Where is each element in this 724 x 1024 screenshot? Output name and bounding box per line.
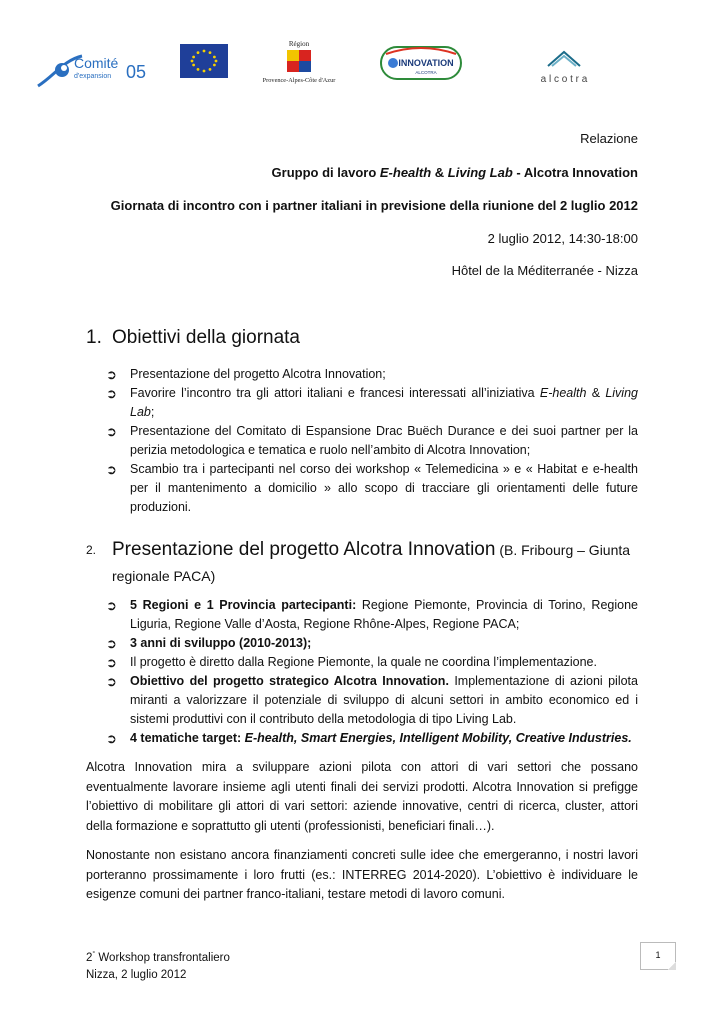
region-paca-logo	[259, 38, 339, 86]
paragraph-2: Nonostante non esistano ancora finanziamenti concreti sulle idee che emergeranno, i nostri lavori porteranno prossimamente i loro frutti (es.: INTERREG 2014-2020). L’obiettivo è individuare le esigenze comuni dei partner franco-italiani, testare metodi di lavoro comuni.	[86, 848, 638, 901]
svg-text:a l c o t r a: a l c o t r a	[540, 74, 588, 85]
list-item: ➲ Obiettivo del progetto strategico Alcotra Innovation. Implementazione di azioni pilota miranti a valorizzare il potenziale di sviluppo di alcuni settori in ambito economico ed i sistemi produttivi con il contributo della metodologia di tipo Living Lab.	[106, 674, 638, 726]
footer-line-1: 2° Workshop transfrontaliero	[86, 951, 230, 964]
list-item: ➲ Presentazione del progetto Alcotra Innovation;	[106, 367, 386, 382]
report-type: Relazione	[580, 131, 638, 146]
page-footer	[86, 946, 230, 984]
list-item: ➲ Scambio tra i partecipanti nel corso dei workshop « Telemedicina » e « Habitat e e-health per il mantenimento a domicilio » allo scopo di tracciare gli orientamenti delle future produzioni.	[106, 462, 638, 514]
meeting-venue: Hôtel de la Méditerranée - Nizza	[451, 263, 638, 278]
arrow-bullet-icon: ➲	[106, 636, 117, 651]
working-group-title: Gruppo di lavoro E-health & Living Lab - Alcotra Innovation	[271, 165, 638, 180]
list-item: ➲ 3 anni di sviluppo (2010-2013);	[106, 636, 312, 651]
svg-text:Comité: Comité	[74, 55, 119, 71]
svg-text:Région: Région	[288, 40, 310, 48]
svg-text:ALCOTRA: ALCOTRA	[415, 70, 437, 75]
svg-text:INNOVATION: INNOVATION	[398, 58, 454, 68]
list-item: ➲ 4 tematiche target: E-health, Smart Energies, Intelligent Mobility, Creative Industries.	[106, 731, 632, 746]
arrow-bullet-icon: ➲	[106, 424, 117, 439]
section-2-bullet-list	[106, 596, 638, 748]
logo-bar	[34, 38, 624, 94]
page-number: 1	[640, 942, 676, 970]
eu-flag-logo	[180, 44, 228, 78]
section-1-bullet-list	[106, 365, 638, 517]
section-1-heading: 1. Obiettivi della giornata	[86, 327, 300, 348]
alcotra-logo	[514, 46, 614, 86]
arrow-bullet-icon: ➲	[106, 674, 117, 689]
section-2-number: 2.	[86, 543, 97, 557]
arrow-bullet-icon: ➲	[106, 655, 117, 670]
meeting-title: Giornata di incontro con i partner italiani in previsione della riunione del 2 luglio 2012	[110, 198, 638, 213]
svg-text:05: 05	[126, 62, 147, 82]
arrow-bullet-icon: ➲	[106, 462, 117, 477]
svg-text:Provence-Alpes-Côte d'Azur: Provence-Alpes-Côte d'Azur	[262, 77, 336, 84]
list-item: ➲ Il progetto è diretto dalla Regione Piemonte, la quale ne coordina l’implementazione.	[106, 655, 597, 670]
arrow-bullet-icon: ➲	[106, 386, 117, 401]
section-2-heading: Presentazione del progetto Alcotra Innovation (B. Fribourg – Giunta regionale PACA)	[112, 539, 631, 584]
list-item: ➲ 5 Regioni e 1 Provincia partecipanti: Regione Piemonte, Provincia di Torino, Regione Liguria, Regione Valle d’Aosta, Regione Rhône-Alpes, Regione PACA;	[106, 598, 638, 631]
list-item: ➲ Favorire l’incontro tra gli attori italiani e francesi interessati all’iniziativa E-health & Living Lab;	[106, 386, 638, 419]
footer-line-2: Nizza, 2 luglio 2012	[86, 968, 187, 981]
comite-expansion-logo	[34, 46, 154, 90]
svg-text:d'expansion: d'expansion	[74, 73, 112, 80]
list-item: ➲ Presentazione del Comitato di Espansione Drac Buëch Durance e dei suoi partner per la perizia metodologica e tematica e ruolo nell’ambito di Alcotra Innovation;	[106, 424, 638, 457]
innovation-alcotra-logo	[380, 46, 462, 80]
arrow-bullet-icon: ➲	[106, 367, 117, 382]
arrow-bullet-icon: ➲	[106, 598, 117, 613]
paragraph-1: Alcotra Innovation mira a sviluppare azioni pilota con attori di vari settori che possano eventualmente lavorare insieme agli utenti finali dei servizi prodotti. Alcotra Innovation si prefigge l’obiettivo di mobilitare gli attori di vari settori: aziende innovative, centri di ricerca, cluster, attori della formazione e soprattutto gli utenti (professionisti, beneficiari finali…).	[86, 760, 638, 833]
arrow-bullet-icon: ➲	[106, 731, 117, 746]
meeting-date: 2 luglio 2012, 14:30-18:00	[487, 231, 638, 246]
